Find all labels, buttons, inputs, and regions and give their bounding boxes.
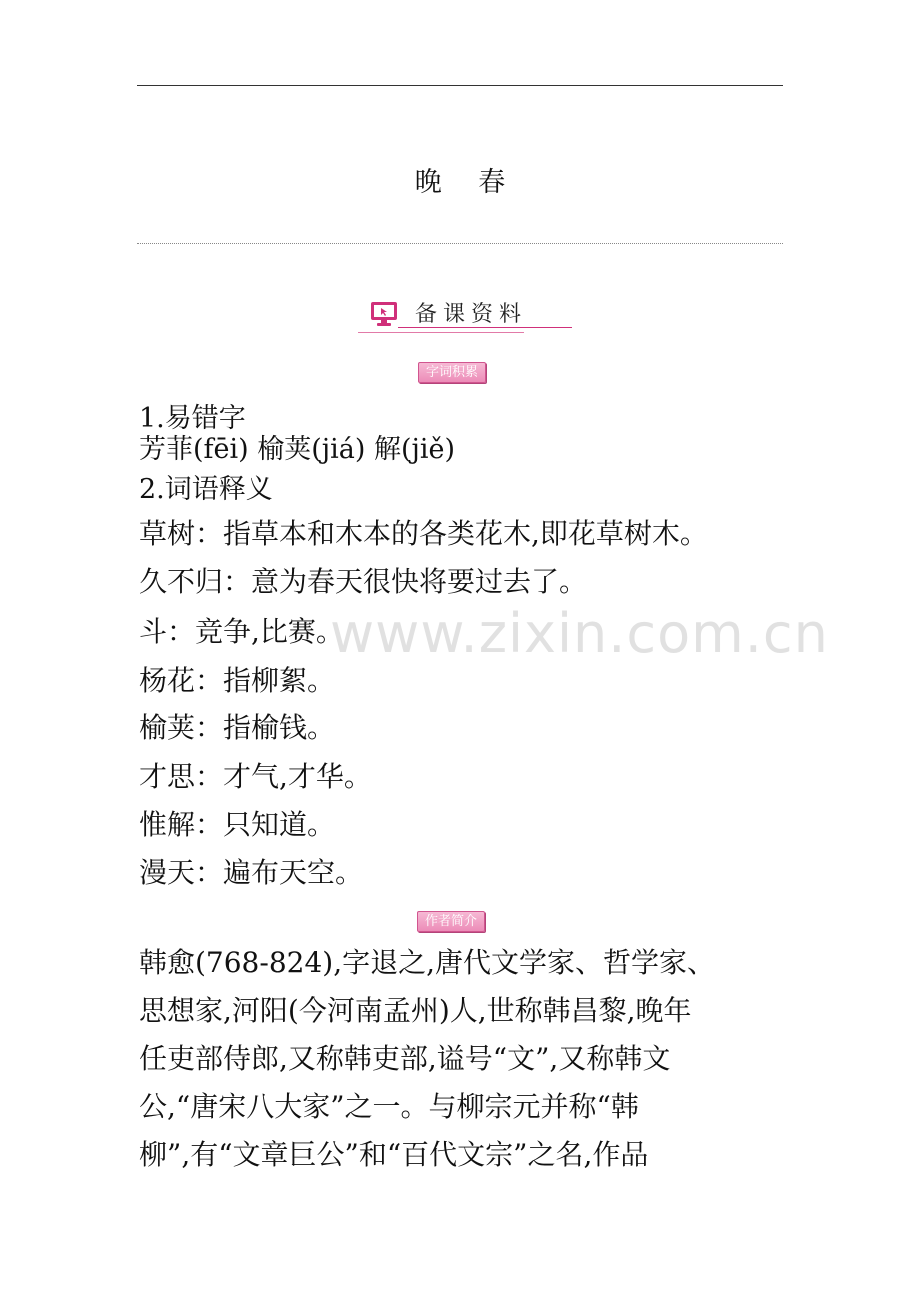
typo-chars-line: 芳菲(fēi) 榆荚(jiá) 解(jiě) bbox=[139, 434, 456, 465]
top-rule bbox=[137, 85, 783, 86]
header-underline bbox=[398, 327, 572, 328]
vocab-tag: 字词积累 bbox=[418, 362, 486, 383]
definition-item: 漫天：遍布天空。 bbox=[139, 856, 364, 889]
author-tag: 作者简介 bbox=[417, 911, 485, 932]
heading-definitions: 2.词语释义 bbox=[139, 474, 273, 505]
definition-item: 斗：竞争,比赛。 bbox=[139, 615, 344, 648]
author-paragraph bbox=[139, 939, 787, 1179]
definition-item: 杨花：指柳絮。 bbox=[139, 664, 336, 697]
definition-item: 惟解：只知道。 bbox=[139, 808, 336, 841]
definition-item: 久不归：意为春天很快将要过去了。 bbox=[139, 565, 588, 598]
definition-item: 草树：指草本和木本的各类花木,即花草树木。 bbox=[139, 517, 708, 550]
monitor-icon bbox=[370, 301, 398, 327]
section-header-label: 备课资料 bbox=[415, 302, 528, 327]
paragraph-line: 韩愈(768-824),字退之,唐代文学家、哲学家、 bbox=[139, 946, 715, 979]
definition-item: 才思：才气,才华。 bbox=[139, 760, 372, 793]
paragraph-line: 任吏部侍郎,又称韩吏部,谥号“文”,又称韩文 bbox=[139, 1042, 671, 1075]
paragraph-line: 思想家,河阳(今河南孟州)人,世称韩昌黎,晚年 bbox=[139, 994, 692, 1027]
dotted-divider bbox=[137, 243, 783, 244]
page-title: 晚 春 bbox=[414, 167, 520, 198]
paragraph-line: 柳”,有“文章巨公”和“百代文宗”之名,作品 bbox=[139, 1138, 649, 1171]
paragraph-line: 公,“唐宋八大家”之一。与柳宗元并称“韩 bbox=[139, 1090, 639, 1123]
watermark: www.zixin.com.cn bbox=[330, 602, 829, 665]
header-underline-lower bbox=[358, 332, 524, 333]
section-header bbox=[358, 297, 578, 337]
heading-typos: 1.易错字 bbox=[139, 403, 246, 434]
definition-item: 榆荚：指榆钱。 bbox=[139, 711, 336, 744]
